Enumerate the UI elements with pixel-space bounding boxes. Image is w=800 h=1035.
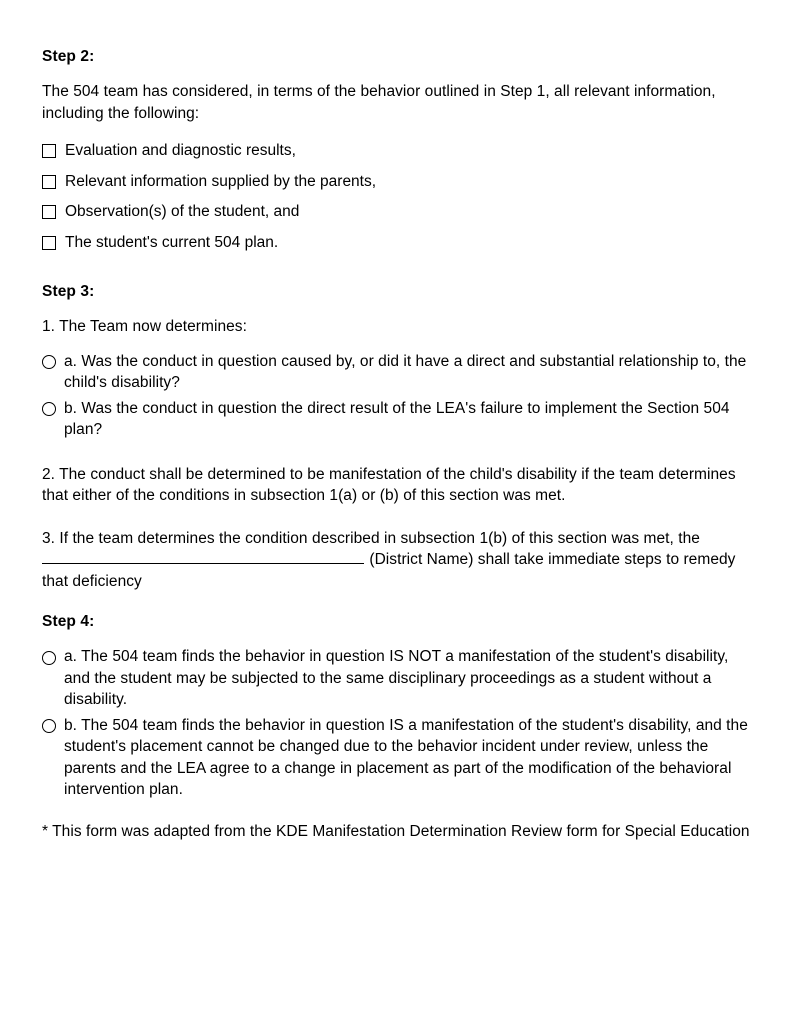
spacer bbox=[42, 805, 752, 821]
spacer bbox=[42, 124, 752, 140]
spacer bbox=[42, 262, 752, 281]
radio-item[interactable] bbox=[42, 646, 752, 711]
radio-item-label: b. The 504 team finds the behavior in question IS a manifestation of the student's disability, and the student's placement cannot be changed due to the behavior incident under review, unless the parents and the LEA agree to a change in placement as part of the modification of the behavioral intervention plan. bbox=[64, 716, 748, 798]
checkbox-item[interactable] bbox=[42, 232, 752, 253]
step-3-item-3-text-after-blank: (District Name) shall take immediate steps to remedy that deficiency bbox=[42, 551, 736, 590]
checkbox-icon[interactable] bbox=[42, 175, 56, 189]
checkbox-item[interactable] bbox=[42, 171, 752, 192]
checkbox-item-label: Observation(s) of the student, and bbox=[65, 203, 300, 220]
radio-item[interactable] bbox=[42, 351, 752, 394]
spacer bbox=[42, 445, 752, 464]
spacer bbox=[42, 67, 752, 81]
step-3-item-3-text-before-blank: 3. If the team determines the condition described in subsection 1(b) of this section was met, the bbox=[42, 529, 700, 547]
checkbox-item-label: Relevant information supplied by the parents, bbox=[65, 172, 377, 190]
step-3-item-1-lead: 1. The Team now determines: bbox=[42, 318, 247, 335]
checkbox-item[interactable] bbox=[42, 140, 752, 161]
radio-item[interactable] bbox=[42, 715, 752, 801]
step-2-intro-paragraph: The 504 team has considered, in terms of the behavior outlined in Step 1, all relevant information, including the following: bbox=[42, 83, 716, 122]
step-3-item-2-paragraph: 2. The conduct shall be determined to be manifestation of the child's disability if the team determines that either of the conditions in subsection 1(a) or (b) of this section was met. bbox=[42, 465, 736, 504]
district-name-blank-field[interactable] bbox=[42, 549, 364, 564]
step-3-item-3-paragraph bbox=[42, 528, 752, 593]
spacer bbox=[42, 507, 752, 528]
radio-button-icon[interactable] bbox=[42, 355, 56, 369]
radio-item-label: a. Was the conduct in question caused by, or did it have a direct and substantial relationship to, the child's disability? bbox=[64, 352, 747, 391]
radio-button-icon[interactable] bbox=[42, 719, 56, 733]
spacer bbox=[42, 592, 752, 611]
step-3-options bbox=[42, 351, 752, 441]
step-2-checklist bbox=[42, 140, 752, 253]
checkbox-item[interactable] bbox=[42, 201, 752, 222]
checkbox-icon[interactable] bbox=[42, 205, 56, 219]
step-2-heading: Step 2: bbox=[42, 48, 95, 65]
step-3-heading: Step 3: bbox=[42, 283, 95, 300]
step-4-heading: Step 4: bbox=[42, 613, 95, 630]
spacer bbox=[42, 338, 752, 351]
radio-item-label: a. The 504 team finds the behavior in question IS NOT a manifestation of the student's disability, and the student may be subjected to the same disciplinary proceedings as a student without a disability. bbox=[64, 648, 729, 708]
checkbox-item-label: Evaluation and diagnostic results, bbox=[65, 142, 296, 159]
radio-button-icon[interactable] bbox=[42, 402, 56, 416]
checkbox-icon[interactable] bbox=[42, 236, 56, 250]
checkbox-item-label: The student's current 504 plan. bbox=[65, 233, 279, 251]
footnote: * This form was adapted from the KDE Manifestation Determination Review form for Special Education bbox=[42, 822, 750, 840]
document-body bbox=[42, 46, 752, 842]
step-4-options bbox=[42, 646, 752, 801]
radio-item-label: b. Was the conduct in question the direct result of the LEA's failure to implement the Section 504 plan? bbox=[64, 399, 730, 438]
radio-button-icon[interactable] bbox=[42, 651, 56, 665]
spacer bbox=[42, 632, 752, 646]
radio-item[interactable] bbox=[42, 398, 752, 441]
spacer bbox=[42, 302, 752, 316]
checkbox-icon[interactable] bbox=[42, 144, 56, 158]
